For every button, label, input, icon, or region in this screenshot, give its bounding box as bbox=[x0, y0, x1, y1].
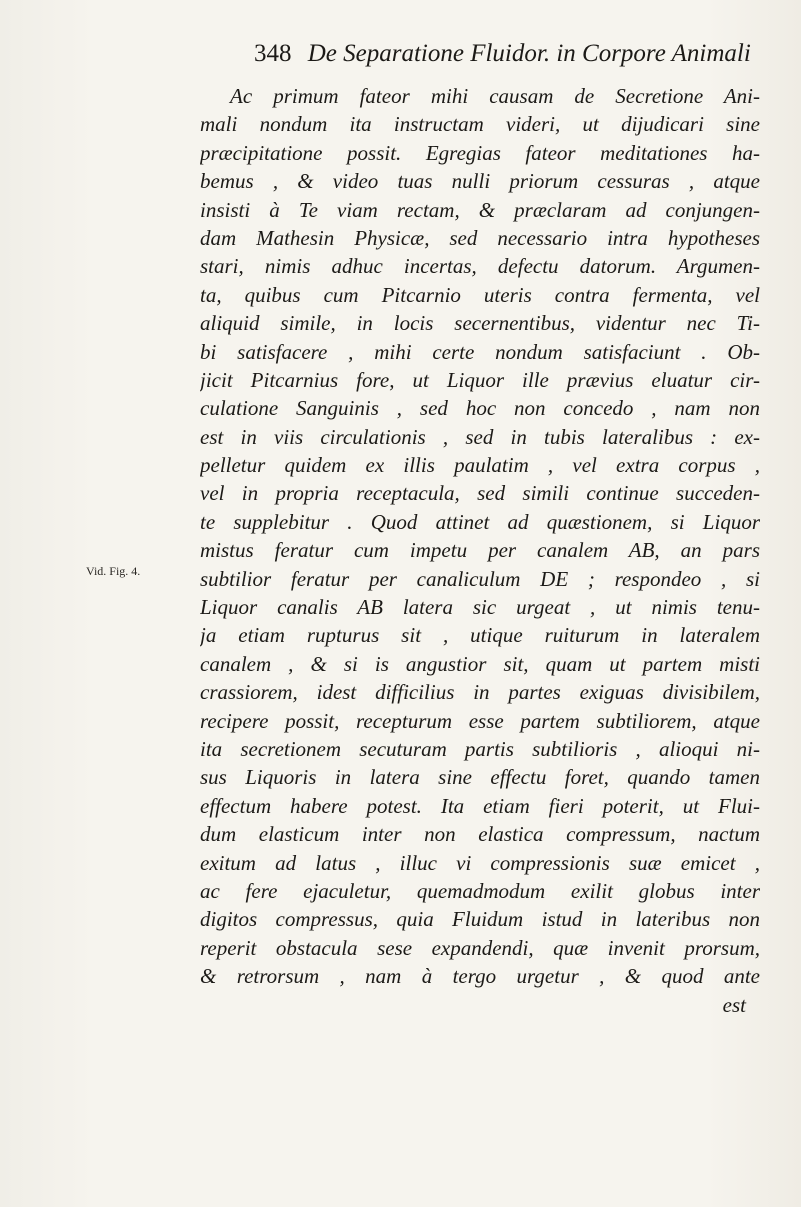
text-line: bemus , & video tuas nulli priorum cessuras , atque bbox=[200, 169, 760, 194]
text-line: pelletur quidem ex illis paulatim , vel extra corpus , bbox=[200, 453, 760, 478]
text-line: mistus feratur cum impetu per canalem AB, an pars bbox=[200, 538, 760, 563]
text-line: digitos compressus, quia Fluidum istud in lateribus non bbox=[200, 907, 760, 932]
text-line: est in viis circulationis , sed in tubis lateralibus : ex- bbox=[200, 424, 760, 449]
catchword: est bbox=[722, 992, 746, 1017]
text-line: recipere possit, recepturum esse partem subtiliorem, atque bbox=[200, 708, 760, 733]
text-line: sus Liquoris in latera sine effectu foret, quando tamen bbox=[200, 765, 760, 790]
text-line: canalem , & si is angustior sit, quam ut partem misti bbox=[200, 651, 760, 676]
text-line: ita secretionem secuturam partis subtilioris , alioqui ni- bbox=[200, 736, 760, 761]
text-line: dum elasticum inter non elastica compressum, nactum bbox=[200, 822, 760, 847]
text-line: præcipitatione possit. Egregias fateor meditationes ha- bbox=[200, 140, 760, 165]
text-line: mali nondum ita instructam videri, ut dijudicari sine bbox=[200, 112, 760, 137]
margin-note: Vid. Fig. 4. bbox=[86, 564, 141, 578]
running-title: De Separatione Fluidor. in Corpore Animali bbox=[307, 40, 751, 67]
text-line: vel in propria receptacula, sed simili continue succeden- bbox=[200, 481, 760, 506]
text-line: dam Mathesin Physicæ, sed necessario intra hypotheses bbox=[200, 225, 760, 250]
text-line: ja etiam rupturus sit , utique ruiturum in lateralem bbox=[200, 623, 760, 648]
text-line: culatione Sanguinis , sed hoc non concedo , nam non bbox=[200, 396, 760, 421]
text-line: Liquor canalis AB latera sic urgeat , ut nimis tenu- bbox=[200, 595, 760, 620]
text-line: Ac primum fateor mihi causam de Secretione Ani- bbox=[230, 84, 760, 108]
text-line: stari, nimis adhuc incertas, defectu datorum. Argumen- bbox=[200, 254, 760, 279]
text-line: bi satisfacere , mihi certe nondum satisfaciunt . Ob- bbox=[200, 339, 760, 364]
text-line: effectum habere potest. Ita etiam fieri poterit, ut Flui- bbox=[200, 793, 760, 818]
body-text bbox=[200, 82, 760, 1019]
text-line: subtilior feratur per canaliculum DE ; respondeo , si bbox=[200, 566, 760, 591]
text-line: ac fere ejaculetur, quemadmodum exilit globus inter bbox=[200, 878, 760, 903]
text-line: aliquid simile, in locis secernentibus, videntur nec Ti- bbox=[200, 311, 760, 336]
running-header bbox=[254, 40, 751, 68]
text-line: exitum ad latus , illuc vi compressionis suæ emicet , bbox=[200, 850, 760, 875]
text-line: jicit Pitcarnius fore, ut Liquor ille prævius eluatur cir- bbox=[200, 367, 760, 392]
text-line: insisti à Te viam rectam, & præclaram ad conjungen- bbox=[200, 197, 760, 222]
text-line: reperit obstacula sese expandendi, quæ invenit prorsum, bbox=[200, 935, 760, 960]
text-line: crassiorem, idest difficilius in partes exiguas divisibilem, bbox=[200, 680, 760, 705]
text-line: te supplebitur . Quod attinet ad quæstionem, si Liquor bbox=[200, 509, 760, 534]
text-line: & retrorsum , nam à tergo urgetur , & quod ante bbox=[200, 964, 760, 989]
page-number: 348 bbox=[254, 40, 292, 67]
text-line: ta, quibus cum Pitcarnio uteris contra fermenta, vel bbox=[200, 282, 760, 307]
